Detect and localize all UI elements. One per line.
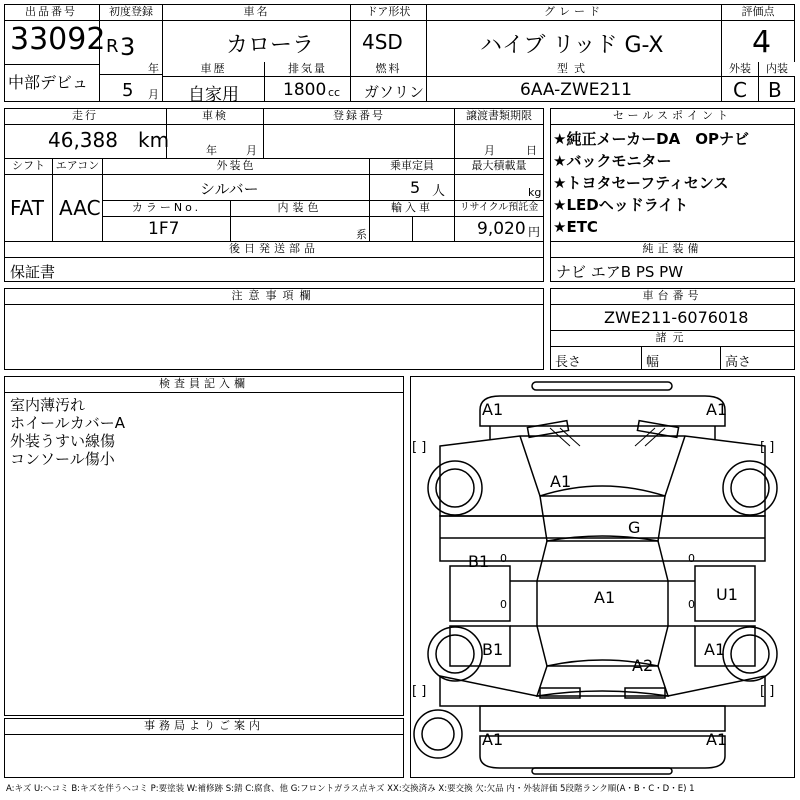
sales-point: ★バックモニター [553, 152, 672, 170]
caution-label: 注意事項欄 [5, 289, 543, 303]
fuel: ガソリン [364, 83, 425, 101]
ac: AAC [59, 196, 101, 220]
mark-left-rear: B1 [482, 640, 504, 659]
color: シルバー [200, 180, 259, 198]
inspection-year-unit: 年 [206, 144, 217, 157]
grade: ハイブ リッド G-X [480, 33, 664, 58]
model: 6AA-ZWE211 [520, 80, 632, 100]
history-label: 車歴 [163, 62, 264, 76]
mark-bracket-right: [ ] [760, 440, 775, 455]
load-label: 最大積載量 [455, 159, 543, 173]
mark-front-right: A1 [706, 400, 728, 419]
car-diagram [410, 376, 795, 778]
int-color-unit: 系 [356, 228, 367, 241]
sales-points-list [553, 128, 749, 238]
year-unit: 年 [148, 62, 159, 75]
exterior-label: 外装 [722, 62, 758, 76]
transfer-label: 譲渡書類期限 [455, 109, 543, 123]
venue: 中部デビュ [8, 73, 89, 92]
first-reg-label: 初度登録 [100, 5, 162, 19]
mark-bracket-right2: [ ] [760, 684, 775, 699]
spec-length: 長さ [555, 355, 582, 370]
capacity-unit: 人 [432, 184, 446, 199]
reg-no-label: 登録番号 [264, 109, 454, 123]
car-name-label: 車名 [163, 5, 350, 19]
mark-hood: A1 [550, 472, 572, 491]
score-label: 評価点 [722, 5, 794, 19]
mark-zero-left: 0 [500, 552, 507, 565]
int-color-label: 内装色 [231, 201, 369, 215]
ac-label: エアコン [53, 159, 102, 173]
capacity: 5 [410, 178, 421, 197]
recycle: 9,020 [477, 219, 526, 239]
interior-label: 内装 [759, 62, 795, 76]
mark-front-left: A1 [482, 400, 504, 419]
mark-rear-right: A1 [706, 730, 728, 749]
color-no: 1F7 [148, 219, 180, 239]
month-value: 5 [122, 80, 134, 101]
equipment: ナビ エアB PS PW [556, 263, 684, 281]
spec-label: 諸元 [551, 331, 794, 345]
import-label: 輸入車 [370, 201, 454, 215]
mark-zero-right: 0 [688, 552, 695, 565]
door-label: ドア形状 [351, 5, 426, 19]
displacement: 1800 [283, 80, 327, 100]
grade-label: グレード [427, 5, 721, 19]
later-parts-label: 後日発送部品 [5, 242, 543, 256]
mark-left-front-door: B1 [468, 552, 490, 571]
mark-zero-left2: 0 [500, 598, 507, 611]
car-name: カローラ [226, 33, 315, 58]
mark-bracket-left2: [ ] [412, 684, 427, 699]
era: R [106, 36, 119, 57]
inspector-note: 外装うすい線傷 [10, 432, 116, 450]
recycle-unit: 円 [528, 225, 541, 239]
later-parts: 保証書 [10, 263, 56, 281]
shift-label: シフト [5, 159, 52, 173]
model-label: 型式 [427, 62, 721, 76]
sales-label: セールスポイント [551, 109, 794, 123]
mark-trunk: A2 [632, 656, 654, 675]
color-no-label: カラーNo. [103, 201, 230, 215]
exterior-grade: C [733, 78, 747, 102]
chassis-label: 車台番号 [551, 289, 794, 303]
color-label: 外装色 [103, 159, 369, 173]
sales-point: ★トヨタセーフティセンス [553, 174, 729, 192]
spec-width: 幅 [646, 355, 660, 370]
inspector-label: 検査員記入欄 [5, 377, 403, 391]
mark-rear-left: A1 [482, 730, 504, 749]
chassis-no: ZWE211-6076018 [604, 308, 749, 327]
mark-zero-right2: 0 [688, 598, 695, 611]
door: 4SD [362, 30, 403, 54]
month-unit: 月 [148, 88, 159, 101]
fuel-label: 燃料 [351, 62, 426, 76]
mark-roof: A1 [594, 588, 616, 607]
lot-no: 33092 [10, 22, 106, 57]
mileage: 46,388 [48, 128, 118, 152]
mileage-label: 走行 [5, 109, 165, 123]
interior-grade: B [768, 78, 782, 102]
inspector-note: ホイールカバーA [10, 414, 125, 432]
lot-no-label: 出品番号 [5, 5, 97, 19]
mark-windshield-right: G [628, 518, 641, 537]
mark-right-rear-door: U1 [716, 585, 738, 604]
inspector-note: コンソール傷小 [10, 450, 115, 468]
history: 自家用 [188, 85, 239, 105]
equipment-label: 純正装備 [551, 242, 794, 256]
inspector-notes [10, 396, 125, 468]
legend: A:キズ U:ヘコミ B:キズを伴うヘコミ P:要塗装 W:補修跡 S:錆 C:腐食、他 G:フロントガラス点キズ XX:交換済み X:要交換 欠:欠品 内・外装評価 5段階ランク順(A・B・C・D・E) 1 [6, 784, 695, 794]
inspector-note: 室内薄汚れ [10, 396, 86, 414]
load-unit: kg [528, 186, 542, 199]
transfer-day-unit: 日 [526, 144, 537, 157]
year-value: 3 [120, 33, 136, 61]
transfer-month-unit: 月 [484, 144, 495, 157]
spec-height: 高さ [725, 355, 752, 370]
score: 4 [752, 25, 772, 60]
displacement-label: 排気量 [265, 62, 350, 76]
mark-bracket-left: [ ] [412, 440, 427, 455]
inspection-label: 車検 [167, 109, 263, 123]
sales-point: ★純正メーカーDA OPナビ [553, 130, 749, 148]
displacement-unit: cc [328, 86, 341, 99]
capacity-label: 乗車定員 [370, 159, 454, 173]
inspection-month-unit: 月 [246, 144, 257, 157]
mark-right-rear-quarter: A1 [704, 640, 726, 659]
sales-point: ★ETC [553, 218, 598, 236]
recycle-label: リサイクル預託金 [455, 201, 543, 215]
sales-point: ★LEDヘッドライト [553, 196, 689, 214]
shift: FAT [10, 196, 45, 220]
mileage-unit: km [138, 128, 170, 152]
office-label: 事務局よりご案内 [5, 719, 403, 733]
